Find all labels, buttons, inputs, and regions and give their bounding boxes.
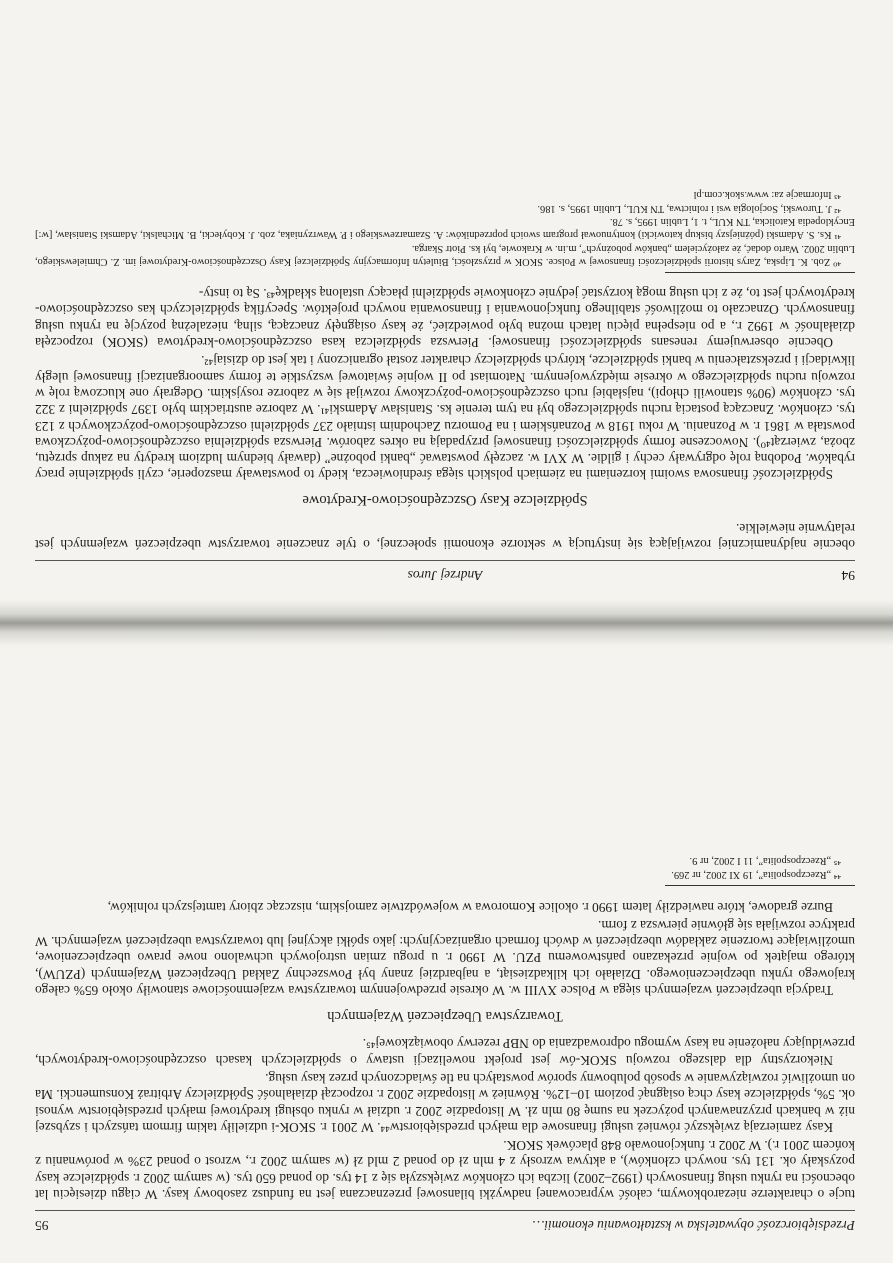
footnote-rule <box>665 272 855 273</box>
opening-paragraph: obecnie najdynamiczniej rozwijającą się instytucją w sektorze ekonomii społecznej, o tyle znaczenie towarzystw ubezpieczeń wzajemnych jest relatywnie niewielkie. <box>35 520 855 552</box>
page-number: 95 <box>35 1218 49 1233</box>
body-paragraph: Tradycja ubezpieczeń wzajemnych sięga w Polsce XVIII w. W okresie przedwojennym towarzystwa wzajemnościowe stanowiły około 65% całego krajowego rynku ubezpieczeniowego. Działało ich kilkadziesiąt, a najbardziej znany był Powszechny Zakład Ubezpieczeń Wzajemnych (PZUW), którego majątek po wojnie przekazano państwowemu PZU. W 1990 r. u progu zmian ustrojowych uchwalono nowe prawo ubezpieczeniowe, umożliwiające tworzenie zakładów ubezpieczeń w dwóch formach organizacyjnych: jako spółki akcyjnej lub towarzystwa ubezpieczeń wzajemnych. W praktyce rozwijała się głównie pierwsza z form. <box>35 917 855 999</box>
footnote: ⁴⁵ „Rzeczpospolita”, 11 I 2002, nr 9. <box>689 855 841 867</box>
section-heading: Spółdzielcze Kasy Oszczędnościowo-Kredytowe <box>302 492 588 509</box>
footnote-rule <box>665 885 855 886</box>
body-paragraph: Burze gradowe, które nawiedziły latem 1990 r. okolice Komorowa w województwie zamojskim, niszcząc zbiory tamtejszych rolników, <box>107 899 833 915</box>
footnote: ⁴³ Informacje za: www.skok.com.pl <box>693 188 841 200</box>
page-95 <box>35 663 855 1233</box>
footnote: ⁴¹ Ks. S. Adamski (późniejszy biskup katowicki) kontynuował program swoich poprzedników: A. Szamarzewskiego i P. Wawrzyniaka, zob. J. Kobyłecki, B. Michalski, Adamski Stanisław, [w:] Encyklopedia Katolicka, TN KUL, t. 1, Lublin 1995, s. 78. <box>35 216 855 241</box>
running-head-title: Przedsiębiorczość obywatelska w kształtowaniu ekonomii… <box>532 1218 855 1233</box>
body-paragraph: Kasy zamierzają zwiększyć również usługi finansowe dla małych przedsiębiorstw⁴⁴. W 2001 r. SKOK-i udzieliły takim firmom tańszych i szybszej niż w bankach przyznawanych pożyczek na sumę 80 mln zł. W listopadzie 2002 r. udział w rynku obsługi kredytowej małych przedsiębiorstw wynosi ok. 5%, spółdzielcze kasy chcą osiągnąć poziom 10–12%. Również w listopadzie 2002 r. rozpoczął działalność Spółdzielczy Arbitraż Konsumencki. Ma on umożliwić rozwiązywanie w sposób polubowny sporów powstałych na tle świadczonych przez kasy usług. <box>35 1070 855 1135</box>
page-number: 94 <box>841 568 855 583</box>
running-head <box>35 560 855 583</box>
footnote: ⁴⁰ Zob. K. Lipska, Zarys historii spółdzielczości finansowej w Polsce. SKOK w przyszłości, Biuletyn Informacyjny Spółdzielczej Kasy Oszczędnościowo-Kredytowej im. Z. Chmielewskiego, Lublin 2002. Warto dodać, że założycielem „banków pobożnych”, m.in. w Krakowie, był ks. Piotr Skarga. <box>35 243 855 267</box>
running-head <box>35 1210 855 1233</box>
running-head-author: Andrzej Juros <box>407 568 483 583</box>
page-94 <box>35 28 855 583</box>
body-paragraph: Niekorzystny dla dalszego rozwoju SKOK-ów jest projekt nowelizacji ustawy o spółdzielczych kasach oszczędnościowo-kredytowych, przewidujący nałożenie na kasy wymogu odprowadzania do NBP rezerwy obowiązkowej⁴⁵. <box>35 1036 855 1068</box>
footnote: ⁴² J. Turowski, Socjologia wsi i rolnictwa, TN KUL, Lublin 1995, s. 186. <box>537 202 841 214</box>
section-heading: Towarzystwa Ubezpieczeń Wzajemnych <box>327 1008 563 1025</box>
footnote: ⁴⁴ „Rzeczpospolita”, 19 XI 2002, nr 269. <box>671 869 841 881</box>
body-paragraph: Spółdzielczość finansowa swoimi korzeniami na ziemiach polskich sięga średniowiecza, kiedy to powstawały maszoperie, czyli spółdzielnie pracy rybaków. Podobną rolę odgrywały cechy i gildie. W XVI w. zaczęły powstawać „banki pobożne” (dawały biednym ludziom kredyty na zakup sprzętu, zboża, zwierząt⁴⁰). Nowoczesne formy spółdzielczości finansowej przypadają na okres zaborów. Pierwsza spółdzielnia oszczędnościowo-pożyczkowa powstała w 1861 r. w Poznaniu. W roku 1918 w Poznańskiem i na Pomorzu Zachodnim istniało 237 spółdzielni oszczędnościowo-pożyczkowych z 123 tys. członków. Znaczącą postacią ruchu spółdzielczego był na tym terenie ks. Stanisław Adamski⁴¹. W zaborze austriackim było 1397 spółdzielni z 322 tys. członków (90% stanowili chłopi), najsłabiej ruch oszczędnościowo-pożyczkowy rozwijał się w zaborze rosyjskim. Odegrały one kluczową rolę w rozwoju ruchu spółdzielczego w okresie międzywojennym. Natomiast po II wojnie światowej wszystkie te formy samoorganizacji finansowej uległy likwidacji i przekształceniu w banki spółdzielcze, których spółdzielczy charakter został ograniczony i tak jest do dzisiaj⁴². <box>35 353 855 483</box>
opening-paragraph: tucje o charakterze niezarobkowym, całość wypracowanej nadwyżki bilansowej przeznaczana jest na fundusz zasobowy kasy. W ciągu dziesięciu lat obecności na rynku usług finansowych (1992–2002) liczba ich członków zwiększyła się z 14 tys. do ponad 650 tys. (w samym 2002 r. spółdzielcze kasy pozyskały ok. 131 tys. nowych członków), a aktywa wzrosły z 4 mln zł do ponad 2 mld zł (w samym 2002 r., wzrost o ponad 23% w porównaniu z końcem 2001 r.). W 2002 r. funkcjonowało 848 placówek SKOK. <box>35 1138 855 1202</box>
book-gutter <box>0 600 893 646</box>
body-paragraph: Obecnie obserwujemy renesans spółdzielczości finansowej. Pierwsza spółdzielcza kasa oszczędnościowo-kredytowa (SKOK) rozpoczęła działalność w 1992 r., a po niespełna pięciu latach można było powiedzieć, że kasy osiągnęły znaczącą, silną, niezależną pozycję na rynku usług finansowych. Oznaczało to możliwość stabilnego funkcjonowania i finansowania nowych projektów. Specyfiką spółdzielczych kas oszczędnościowo-kredytowych jest to, że z ich usług mogą korzystać jedynie członkowie spółdzielni płacący ustaloną składkę⁴³. Są to insty- <box>35 286 855 351</box>
